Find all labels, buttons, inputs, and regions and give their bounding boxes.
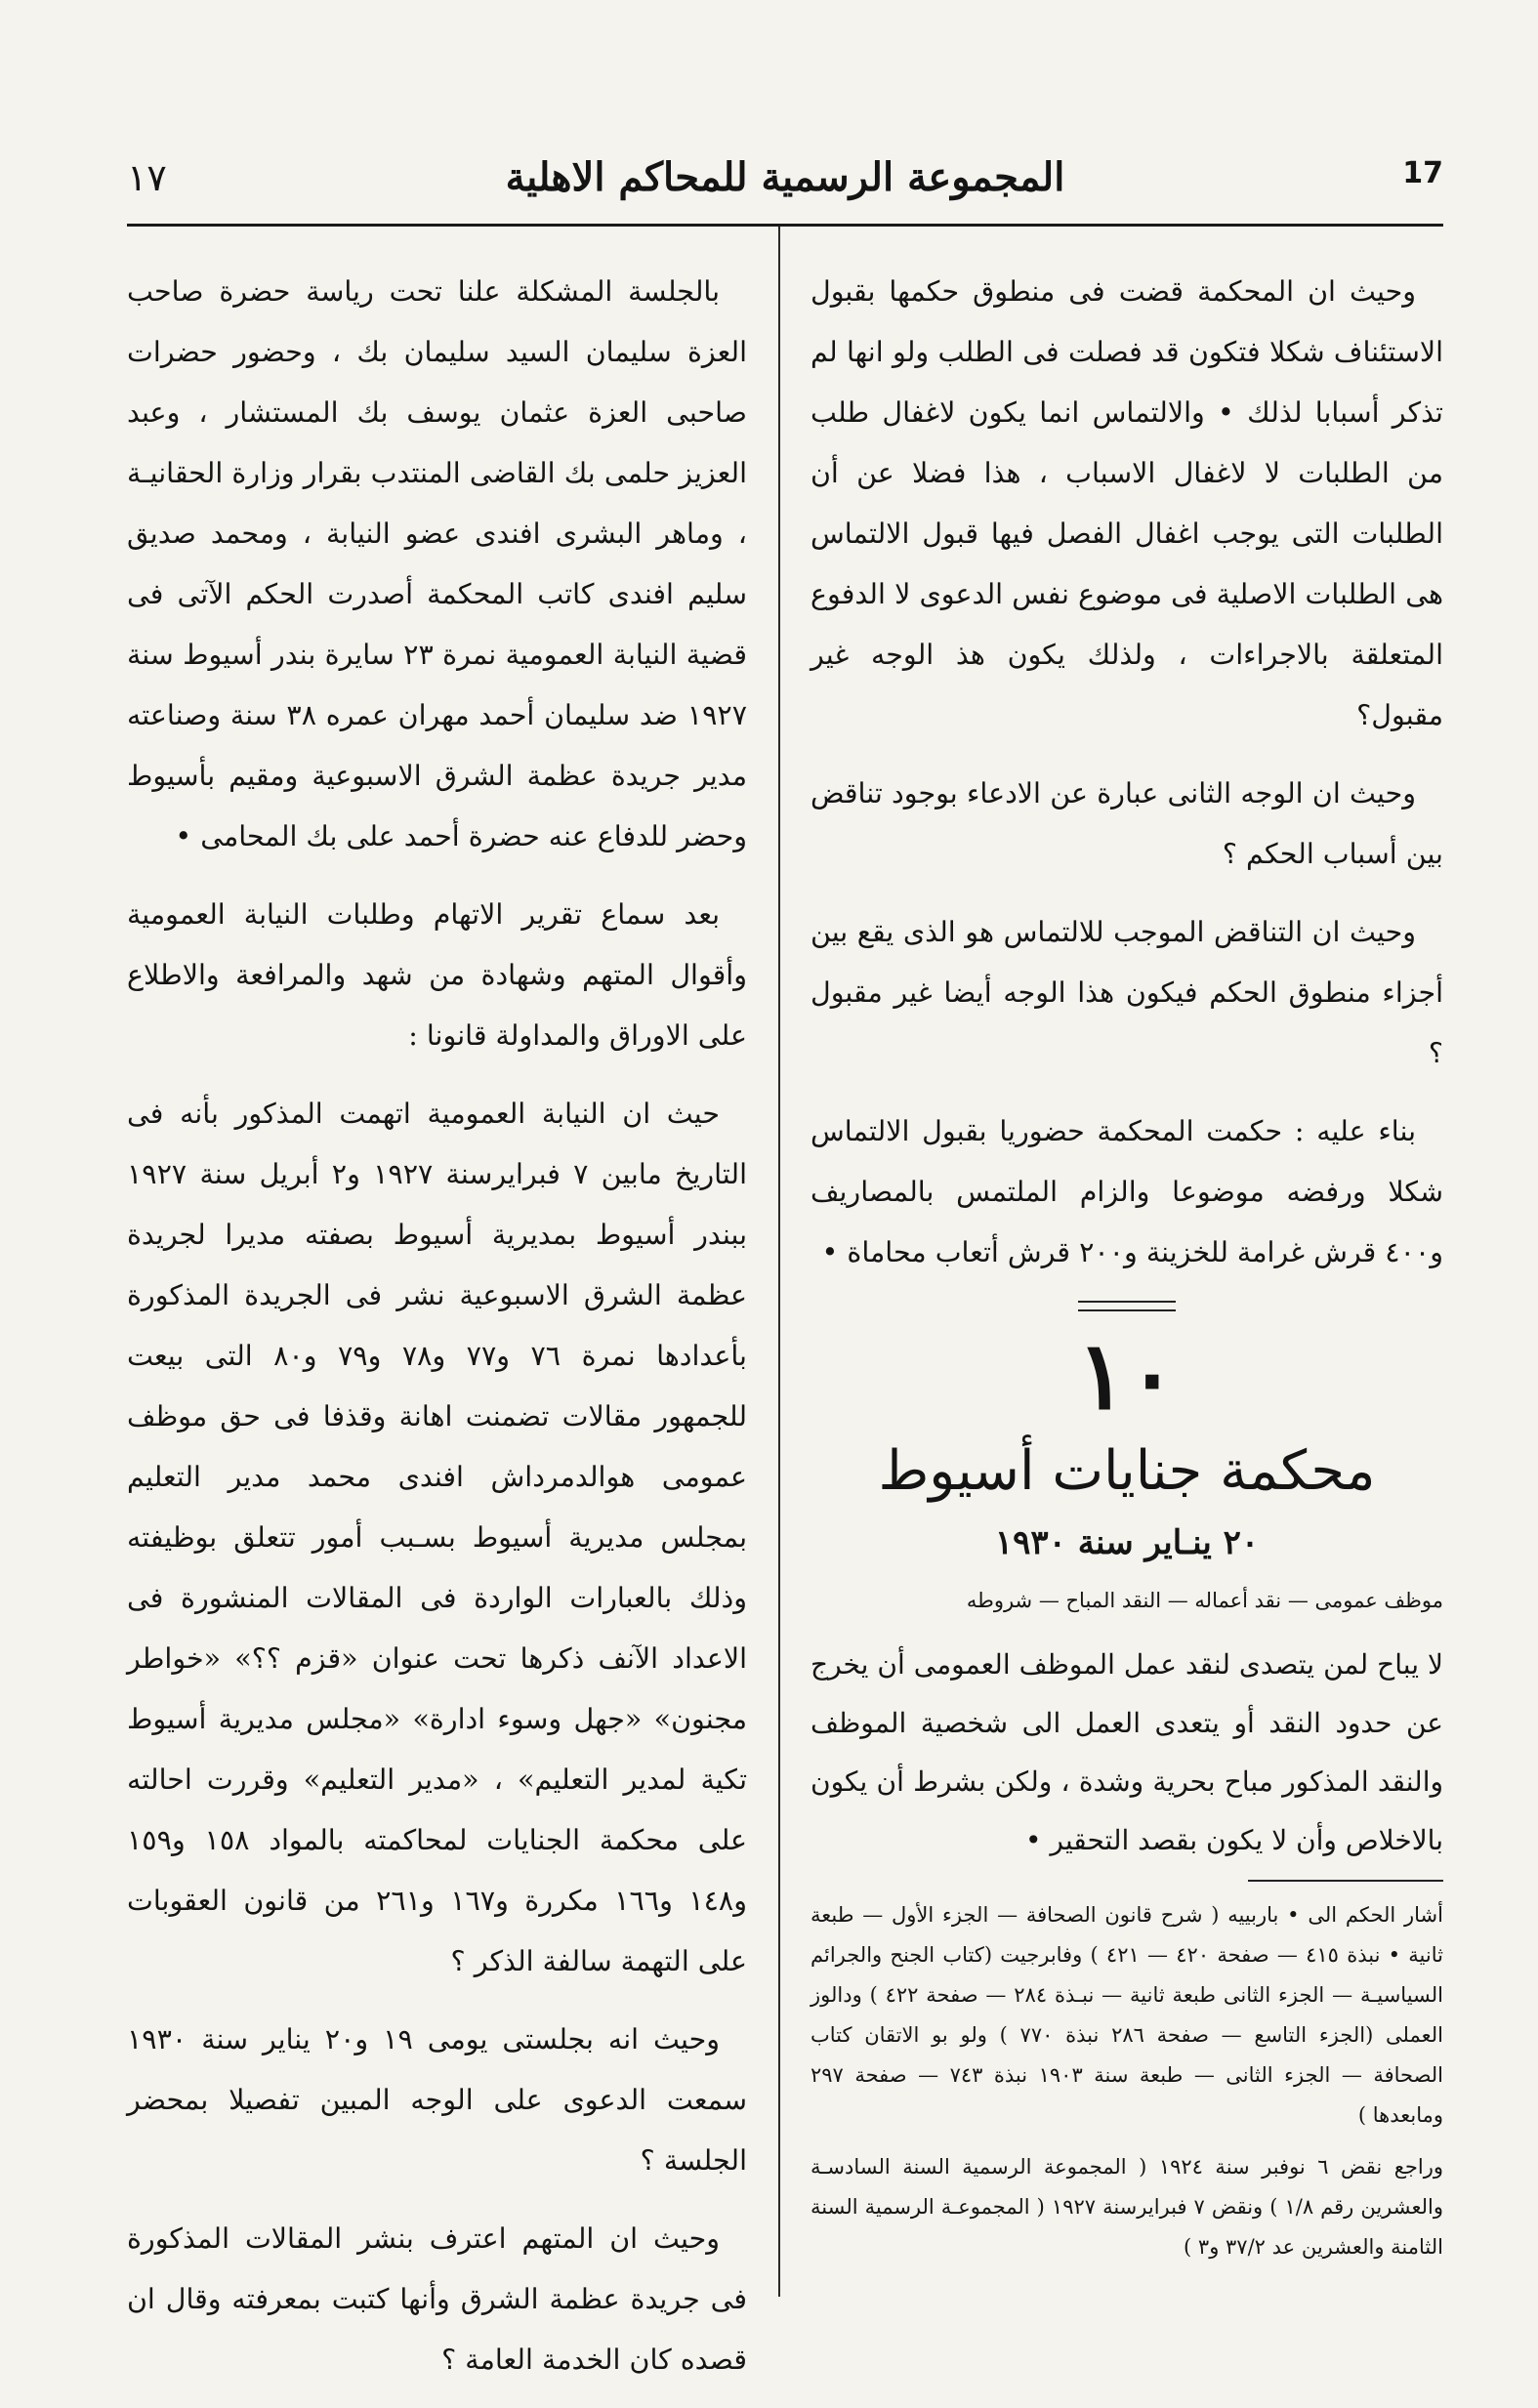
left-column bbox=[127, 262, 747, 2408]
case-date: ٢٠ ينـاير سنة ١٩٣٠ bbox=[994, 1523, 1260, 1562]
header-rule bbox=[127, 224, 1443, 227]
paragraph: وحيث ان التناقض الموجب للالتماس هو الذى يقع بين أجزاء منطوق الحكم فيكون هذا الوجه أيضا غير مقبول ؟ bbox=[811, 916, 1443, 1069]
case-number: ١٠ bbox=[1076, 1320, 1178, 1431]
paragraph: بالجلسة المشكلة علنا تحت رياسة حضرة صاحب العزة سليمان السيد سليمان بك ، وحضور حضرات صاحبى العزة عثمان يوسف بك المستشار ، وعبد العزيز حلمى بك القاضى المنتدب بقرار وزارة الحقانيـة ، وماهر البشرى افندى عضو النيابة ، ومحمد صديق سليم افندى كاتب المحكمة أصدرت الحكم الآتى فى قضية النيابة العمومية نمرة ٢٣ سايرة بندر أسيوط سنة ١٩٢٧ ضد سليمان أحمد مهران عمره ٣٨ سنة وصناعته مدير جريدة عظمة الشرق الاسبوعية ومقيم بأسيوط وحضر للدفاع عنه حضرة أحمد على بك المحامى • bbox=[127, 275, 747, 852]
paragraph: وحيث ان الوجه الثانى عبارة عن الادعاء بوجود تناقض بين أسباب الحكم ؟ bbox=[811, 777, 1443, 870]
page-number-arabic: ١٧ bbox=[127, 156, 167, 199]
paragraph: وحيث ان المتهم اعترف بنشر المقالات المذكورة فى جريدة عظمة الشرق وأنها كتبت بمعرفته وقال ان قصده كان الخدمة العامة ؟ bbox=[127, 2222, 747, 2376]
legal-principle: لا يباح لمن يتصدى لنقد عمل الموظف العمومى أن يخرج عن حدود النقد أو يتعدى العمل الى شخصية الموظف والنقد المذكور مباح بحرية وشدة ، ولكن بشرط أن يكون بالاخلاص وأن لا يكون بقصد التحقير • bbox=[811, 1648, 1443, 1856]
page-number-latin: 17 bbox=[1402, 156, 1443, 190]
footnote: وراجع نقض ٦ نوفبر سنة ١٩٢٤ ( المجموعة الرسمية السنة السادسـة والعشرين رقم ١/٨ ) ونقض ٧ فبرايرسنة ١٩٢٧ ( المجموعـة الرسمية السنة الثامنة والعشرين عد ٣٧/٢ و٣ ) bbox=[811, 2155, 1444, 2259]
paragraph: بعد سماع تقرير الاتهام وطلبات النيابة العمومية وأقوال المتهم وشهادة من شهد والمرافعة والاطلاع على الاوراق والمداولة قانونا : bbox=[127, 898, 747, 1052]
page-header bbox=[127, 148, 1443, 217]
paragraph: وحيث ان المحكمة قضت فى منطوق حكمها بقبول الاستئناف شكلا فتكون قد فصلت فى الطلب ولو انها لم تذكر أسبابا لذلك • والالتماس انما يكون لاغفال طلب من الطلبات لا لاغفال الاسباب ، هذا فضلا عن أن الطلبات التى يوجب اغفال الفصل فيها قبول الالتماس هى الطلبات الاصلية فى موضوع نفس الدعوى لا الدفوع المتعلقة بالاجراءات ، ولذلك يكون هذ الوجه غير مقبول؟ bbox=[811, 275, 1443, 731]
section-divider bbox=[1078, 1301, 1176, 1311]
paragraph: وحيث انه بجلستى يومى ١٩ و٢٠ يناير سنة ١٩٣٠ سمعت الدعوى على الوجه المبين تفصيلا بمحضر الجلسة ؟ bbox=[127, 2023, 747, 2177]
column-divider bbox=[778, 227, 780, 2297]
paragraph: بناء عليه : حكمت المحكمة حضوريا بقبول الالتماس شكلا ورفضه موضوعا والزام الملتمس بالمصاريف و٤٠٠ قرش غرامة للخزينة و٢٠٠ قرش أتعاب محاماة • bbox=[811, 1115, 1443, 1268]
court-name: محكمة جنايات أسيوط bbox=[878, 1439, 1376, 1503]
footnote-rule bbox=[1248, 1880, 1443, 1882]
publication-title: المجموعة الرسمية للمحاكم الاهلية bbox=[505, 154, 1065, 200]
right-column bbox=[811, 262, 1443, 2279]
case-keywords: موظف عمومى — نقد أعماله — النقد المباح — شروطه bbox=[966, 1589, 1443, 1612]
footnote: أشار الحكم الى • باربييه ( شرح قانون الصحافة — الجزء الأول — طبعة ثانية • نبذة ٤١٥ — صفحة ٤٢٠ — ٤٢١ ) وفابرجيت (كتاب الجنح والجرائم السياسيـة — الجزء الثانى طبعة ثانية — نبـذة ٢٨٤ — صفحة ٤٢٢ ) ودالوز العملى (الجزء التاسع — صفحة ٢٨٦ نبذة ٧٧٠ ) ولو بو الاتقان كتاب الصحافة — الجزء الثانى — طبعة سنة ١٩٠٣ نبذة ٧٤٣ — صفحة ٢٩٧ ومابعدها ) bbox=[811, 1903, 1444, 2127]
paragraph: حيث ان النيابة العمومية اتهمت المذكور بأنه فى التاريخ مابين ٧ فبرايرسنة ١٩٢٧ و٢ أبريل سنة ١٩٢٧ ببندر أسيوط بمديرية أسيوط بصفته مديرا لجريدة عظمة الشرق الاسبوعية نشر فى الجريدة المذكورة بأعدادها نمرة ٧٦ و٧٧ و٧٨ و٧٩ و٨٠ التى بيعت للجمهور مقالات تضمنت اهانة وقذفا فى حق موظف عمومى هوالدمرداش افندى محمد مدير التعليم بمجلس مديرية أسيوط بسـبب أمور تتعلق بوظيفته وذلك بالعبارات الواردة فى المقالات المنشورة فى الاعداد الآنف ذكرها تحت عنوان «قزم ؟؟» «خواطر مجنون» «جهل وسوء ادارة» «مجلس مديرية أسيوط تكية لمدير التعليم» ، «مدير التعليم» وقررت احالته على محكمة الجنايات لمحاكمته بالمواد ١٥٨ و١٥٩ و١٤٨ و١٦٦ مكررة و١٦٧ و٢٦١ من قانون العقوبات على التهمة سالفة الذكر ؟ bbox=[127, 1098, 748, 1977]
